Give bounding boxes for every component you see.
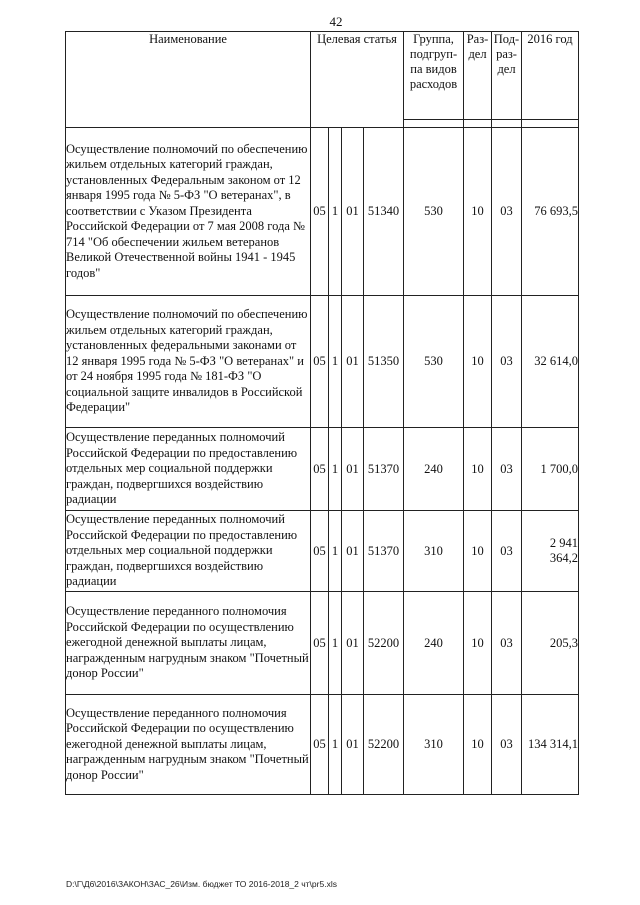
budget-table	[65, 31, 579, 795]
cell-target-event: 01	[342, 296, 364, 428]
cell-group: 310	[404, 695, 464, 795]
cell-amount: 205,3	[522, 592, 579, 695]
cell-target-event: 01	[342, 511, 364, 592]
cell-target-subprogram: 1	[329, 296, 342, 428]
cell-name: Осуществление переданных полномочий Российской Федерации по предоставлению отдельных мер социальной поддержки граждан, подвергшихся воздействию радиации	[66, 428, 311, 511]
table-row	[66, 296, 579, 428]
file-path-footer: D:\Г\Д6\2016\ЗАКОН\ЗАС_26\Изм. бюджет ТО 2016-2018_2 чт\pr5.xls	[66, 879, 337, 889]
cell-target-subprogram: 1	[329, 128, 342, 296]
cell-target-subprogram: 1	[329, 428, 342, 511]
cell-amount: 2 941 364,2	[522, 511, 579, 592]
cell-subsection: 03	[492, 296, 522, 428]
cell-target-program: 05	[311, 695, 329, 795]
cell-section: 10	[464, 592, 492, 695]
page-number: 42	[329, 14, 343, 29]
table-row	[66, 695, 579, 795]
header-group: Группа, подгруп-па видов расходов	[404, 32, 464, 120]
cell-target-program: 05	[311, 511, 329, 592]
cell-group: 240	[404, 428, 464, 511]
header-section: Раз-дел	[464, 32, 492, 120]
cell-target-code: 52200	[364, 695, 404, 795]
cell-section: 10	[464, 428, 492, 511]
cell-group: 530	[404, 296, 464, 428]
cell-target-program: 05	[311, 128, 329, 296]
cell-target-event: 01	[342, 428, 364, 511]
cell-section: 10	[464, 511, 492, 592]
cell-name: Осуществление полномочий по обеспечению жильем отдельных категорий граждан, установленных Федеральным законом от 12 января 1995 года № 5-ФЗ "О ветеранах", в соответствии с Указом Президента Российской Федерации от 7 мая 2008 года № 714 "Об обеспечении жильем ветеранов Великой Отечественной войны 1941 - 1945 годов"	[66, 128, 311, 296]
cell-section: 10	[464, 128, 492, 296]
cell-target-code: 51370	[364, 428, 404, 511]
cell-subsection: 03	[492, 695, 522, 795]
cell-target-code: 51370	[364, 511, 404, 592]
cell-target-program: 05	[311, 428, 329, 511]
cell-subsection: 03	[492, 592, 522, 695]
cell-section: 10	[464, 296, 492, 428]
cell-target-program: 05	[311, 296, 329, 428]
cell-name: Осуществление переданного полномочия Российской Федерации по осуществлению ежегодной денежной выплаты лицам, награжденным нагрудным знаком "Почетный донор России"	[66, 695, 311, 795]
header-year: 2016 год	[522, 32, 579, 120]
cell-target-code: 51340	[364, 128, 404, 296]
table-row	[66, 592, 579, 695]
cell-amount: 76 693,5	[522, 128, 579, 296]
cell-subsection: 03	[492, 428, 522, 511]
cell-target-code: 52200	[364, 592, 404, 695]
cell-target-code: 51350	[364, 296, 404, 428]
cell-target-event: 01	[342, 695, 364, 795]
cell-group: 310	[404, 511, 464, 592]
spacer-cell	[404, 120, 464, 128]
cell-amount: 32 614,0	[522, 296, 579, 428]
header-target: Целевая статья	[311, 32, 404, 128]
cell-subsection: 03	[492, 128, 522, 296]
cell-amount: 134 314,1	[522, 695, 579, 795]
cell-target-event: 01	[342, 128, 364, 296]
cell-group: 240	[404, 592, 464, 695]
cell-target-subprogram: 1	[329, 695, 342, 795]
header-name: Наименование	[66, 32, 311, 128]
spacer-cell	[492, 120, 522, 128]
table-row	[66, 428, 579, 511]
header-subsection: Под-раз-дел	[492, 32, 522, 120]
cell-target-event: 01	[342, 592, 364, 695]
spacer-cell	[522, 120, 579, 128]
cell-target-subprogram: 1	[329, 592, 342, 695]
cell-name: Осуществление полномочий по обеспечению жильем отдельных категорий граждан, установленных федеральными законами от 12 января 1995 года № 5-ФЗ "О ветеранах" и от 24 ноября 1995 года № 181-ФЗ "О социальной защите инвалидов в Российской Федерации"	[66, 296, 311, 428]
spacer-cell	[464, 120, 492, 128]
table-row	[66, 128, 579, 296]
cell-amount: 1 700,0	[522, 428, 579, 511]
table-row	[66, 511, 579, 592]
cell-target-subprogram: 1	[329, 511, 342, 592]
cell-name: Осуществление переданного полномочия Российской Федерации по осуществлению ежегодной денежной выплаты лицам, награжденным нагрудным знаком "Почетный донор России"	[66, 592, 311, 695]
cell-target-program: 05	[311, 592, 329, 695]
cell-name: Осуществление переданных полномочий Российской Федерации по предоставлению отдельных мер социальной поддержки граждан, подвергшихся воздействию радиации	[66, 511, 311, 592]
header-row	[66, 32, 579, 120]
cell-section: 10	[464, 695, 492, 795]
cell-group: 530	[404, 128, 464, 296]
cell-subsection: 03	[492, 511, 522, 592]
